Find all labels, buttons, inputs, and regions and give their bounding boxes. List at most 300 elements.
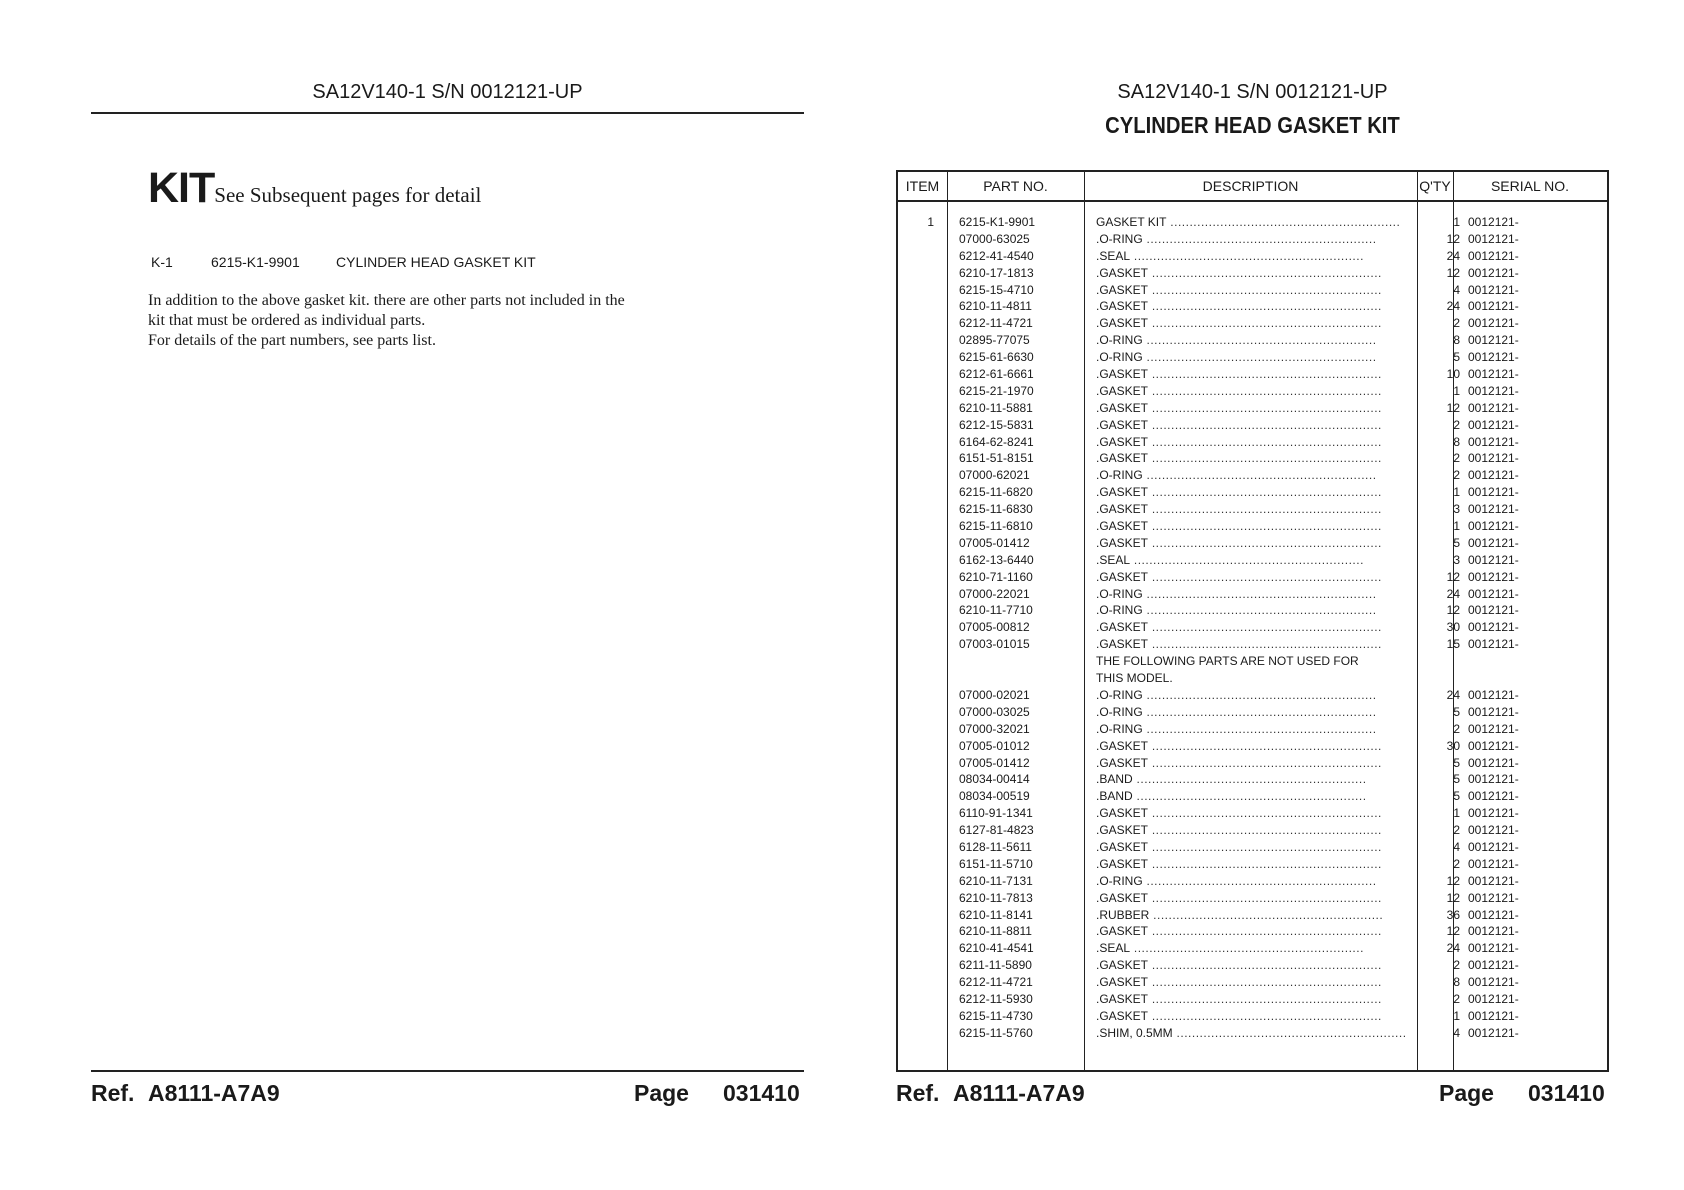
kit-note-line: In addition to the above gasket kit. there are other parts not included in the <box>148 292 625 309</box>
cell-qty: 24 <box>1446 586 1460 601</box>
cell-desc-text: .O-RING <box>1096 231 1143 246</box>
table-row <box>898 890 1607 907</box>
table-header <box>898 172 1607 202</box>
table-row <box>898 349 1607 366</box>
cell-qty: 2 <box>1453 823 1460 838</box>
cell-desc-text: .GASKET <box>1096 975 1149 990</box>
table-row <box>898 265 1607 282</box>
cell-desc <box>1096 704 1414 721</box>
cell-desc <box>1096 1008 1414 1025</box>
leader-dots: ............................................................ <box>1148 299 1382 314</box>
cell-serial: 0012121- <box>1468 823 1519 838</box>
leader-dots: ............................................................ <box>1148 738 1382 753</box>
cell-desc <box>1096 332 1414 349</box>
cell-qty: 4 <box>1453 282 1460 297</box>
cell-part: 07000-32021 <box>959 721 1030 736</box>
cell-qty: 8 <box>1453 333 1460 348</box>
cell-desc-text: .GASKET <box>1096 434 1149 449</box>
leader-dots: ............................................................ <box>1142 721 1377 736</box>
cell-qty: 24 <box>1446 687 1460 702</box>
cell-part: 08034-00414 <box>959 772 1030 787</box>
cell-serial: 0012121- <box>1468 603 1519 618</box>
col-header-desc: DESCRIPTION <box>1202 178 1299 194</box>
leader-dots: ............................................................ <box>1142 586 1377 601</box>
table-row <box>898 771 1607 788</box>
cell-desc <box>1096 602 1414 619</box>
leader-dots: ............................................................ <box>1148 400 1382 415</box>
cell-desc-text: .GASKET <box>1096 637 1149 652</box>
cell-qty: 2 <box>1453 721 1460 736</box>
leader-dots: ............................................................ <box>1148 975 1382 990</box>
cell-desc-text: .GASKET <box>1096 738 1149 753</box>
cell-desc <box>1096 366 1414 383</box>
model-header: SA12V140-1 S/N 0012121-UP <box>312 81 583 103</box>
cell-qty: 12 <box>1446 924 1460 939</box>
table-row <box>898 991 1607 1008</box>
table-row <box>898 366 1607 383</box>
leader-dots: ............................................................ <box>1148 991 1382 1006</box>
cell-part: 6127-81-4823 <box>959 823 1034 838</box>
cell-part: 02895-77075 <box>959 333 1030 348</box>
cell-desc <box>1096 450 1414 467</box>
cell-part: 6212-11-5930 <box>959 991 1033 1006</box>
kit-note <box>148 291 748 351</box>
cell-desc <box>1096 282 1414 299</box>
cell-qty: 1 <box>1453 806 1460 821</box>
footer-ref-value: A8111-A7A9 <box>148 1080 280 1106</box>
cell-desc <box>1096 1025 1414 1042</box>
cell-desc-text: .GASKET <box>1096 755 1149 770</box>
cell-part: 07000-22021 <box>959 586 1030 601</box>
cell-desc <box>1096 265 1414 282</box>
cell-qty: 5 <box>1453 755 1460 770</box>
cell-serial: 0012121- <box>1468 552 1519 567</box>
cell-qty: 2 <box>1453 417 1460 432</box>
cell-serial: 0012121- <box>1468 620 1519 635</box>
kit-note-line: For details of the part numbers, see parts list. <box>148 332 436 349</box>
col-header-serial: SERIAL NO. <box>1490 178 1570 194</box>
cell-qty: 12 <box>1446 603 1460 618</box>
table-row <box>898 957 1607 974</box>
cell-part: 6210-11-8141 <box>959 907 1033 922</box>
cell-desc-text: .GASKET <box>1096 417 1149 432</box>
cell-serial: 0012121- <box>1468 535 1519 550</box>
table-row <box>898 1008 1607 1025</box>
cell-desc <box>1096 636 1414 653</box>
cell-part: 6212-61-6661 <box>959 367 1034 382</box>
cell-part: 6151-11-5710 <box>959 856 1033 871</box>
leader-dots: ............................................................ <box>1148 434 1382 449</box>
cell-qty: 12 <box>1446 265 1460 280</box>
table-row <box>898 552 1607 569</box>
cell-desc <box>1096 400 1414 417</box>
cell-qty: 5 <box>1453 704 1460 719</box>
cell-serial: 0012121- <box>1468 231 1519 246</box>
cell-qty: 24 <box>1446 299 1460 314</box>
cell-desc-text: .GASKET <box>1096 991 1149 1006</box>
cell-desc <box>1096 738 1414 755</box>
cell-desc-text: .GASKET <box>1096 265 1149 280</box>
cell-desc <box>1096 434 1414 451</box>
cell-desc-text: .GASKET <box>1096 924 1149 939</box>
table-row <box>898 788 1607 805</box>
cell-serial: 0012121- <box>1468 721 1519 736</box>
table-row <box>898 518 1607 535</box>
footer-rule <box>91 1070 804 1072</box>
leader-dots: ............................................................ <box>1132 772 1367 787</box>
cell-part: 6210-11-8811 <box>959 924 1032 939</box>
cell-serial: 0012121- <box>1468 839 1519 854</box>
cell-desc <box>1096 501 1414 518</box>
cell-serial: 0012121- <box>1468 941 1519 956</box>
cell-desc-text: .O-RING <box>1096 687 1143 702</box>
cell-qty: 5 <box>1453 535 1460 550</box>
cell-desc <box>1096 535 1414 552</box>
leader-dots: ............................................................ <box>1132 789 1367 804</box>
cell-qty: 2 <box>1453 856 1460 871</box>
table-row <box>898 687 1607 704</box>
footer-ref-label: Ref. <box>896 1080 940 1106</box>
leader-dots: ............................................................ <box>1142 468 1377 483</box>
cell-desc-text: .GASKET <box>1096 620 1149 635</box>
cell-part: 6210-11-7710 <box>959 603 1033 618</box>
table-row <box>898 569 1607 586</box>
cell-qty: 5 <box>1453 772 1460 787</box>
cell-desc-text: .O-RING <box>1096 603 1143 618</box>
leader-dots: ............................................................ <box>1166 215 1401 229</box>
table-row <box>898 434 1607 451</box>
cell-desc <box>1096 552 1414 569</box>
cell-part: 07005-01412 <box>959 755 1030 770</box>
leader-dots: ............................................................ <box>1148 924 1382 939</box>
leader-dots: ............................................................ <box>1148 383 1382 398</box>
leader-dots: ............................................................ <box>1148 569 1382 584</box>
leader-dots: ............................................................ <box>1142 350 1377 365</box>
cell-desc-text: .GASKET <box>1096 823 1149 838</box>
leader-dots: ............................................................ <box>1148 839 1382 854</box>
table-row <box>898 974 1607 991</box>
table-row <box>898 822 1607 839</box>
leader-dots: ............................................................ <box>1148 958 1382 973</box>
leader-dots: ............................................................ <box>1142 333 1377 348</box>
leader-dots: ............................................................ <box>1148 806 1382 821</box>
cell-serial: 0012121- <box>1468 215 1519 229</box>
cell-desc-text: .GASKET <box>1096 1008 1149 1023</box>
cell-part: 07000-02021 <box>959 687 1030 702</box>
cell-qty: 12 <box>1446 569 1460 584</box>
cell-serial: 0012121- <box>1468 890 1519 905</box>
leader-dots: ............................................................ <box>1149 907 1384 922</box>
table-row <box>898 923 1607 940</box>
cell-part: 07005-01412 <box>959 535 1030 550</box>
cell-qty: 30 <box>1446 620 1460 635</box>
cell-part: 6215-11-5760 <box>959 1025 1033 1040</box>
cell-serial: 0012121- <box>1468 704 1519 719</box>
leader-dots: ............................................................ <box>1148 637 1382 652</box>
cell-desc-text: .O-RING <box>1096 586 1143 601</box>
cell-part: 6210-71-1160 <box>959 569 1033 584</box>
cell-serial: 0012121- <box>1468 806 1519 821</box>
footer-ref-label: Ref. <box>91 1080 135 1106</box>
table-row <box>898 332 1607 349</box>
cell-part: 08034-00519 <box>959 789 1030 804</box>
cell-desc <box>1096 518 1414 535</box>
cell-desc <box>1096 805 1414 822</box>
leader-dots: ............................................................ <box>1148 282 1382 297</box>
cell-desc-text: .BAND <box>1096 789 1133 804</box>
cell-qty: 1 <box>1453 485 1460 500</box>
cell-desc-text: .GASKET <box>1096 367 1149 382</box>
cell-part: 6210-11-7131 <box>959 873 1033 888</box>
leader-dots: ............................................................ <box>1148 265 1382 280</box>
cell-desc-text: .GASKET <box>1096 535 1149 550</box>
cell-desc <box>1096 467 1414 484</box>
leader-dots: ............................................................ <box>1148 451 1382 466</box>
cell-qty: 1 <box>1453 215 1460 229</box>
cell-serial: 0012121- <box>1468 485 1519 500</box>
cell-serial: 0012121- <box>1468 789 1519 804</box>
leader-dots: ............................................................ <box>1142 687 1377 702</box>
cell-desc-text: .GASKET <box>1096 400 1149 415</box>
cell-serial: 0012121- <box>1468 1025 1519 1040</box>
leader-dots: ............................................................ <box>1148 856 1382 871</box>
cell-part: 6215-61-6630 <box>959 350 1034 365</box>
cell-desc <box>1096 788 1414 805</box>
cell-part: 07005-00812 <box>959 620 1030 635</box>
cell-qty: 2 <box>1453 451 1460 466</box>
cell-qty: 12 <box>1446 400 1460 415</box>
cell-desc <box>1096 957 1414 974</box>
table-row <box>898 873 1607 890</box>
cell-desc-text: .O-RING <box>1096 704 1143 719</box>
cell-desc <box>1096 687 1414 704</box>
footer-ref-value: A8111-A7A9 <box>953 1080 1085 1106</box>
cell-part: 6215-11-4730 <box>959 1008 1033 1023</box>
table-row <box>898 282 1607 299</box>
cell-desc-text: .GASKET <box>1096 485 1149 500</box>
cell-serial: 0012121- <box>1468 755 1519 770</box>
cell-part: 6110-91-1341 <box>959 806 1033 821</box>
cell-qty: 4 <box>1453 1025 1460 1040</box>
cell-part: 6210-11-7813 <box>959 890 1033 905</box>
cell-serial: 0012121- <box>1468 383 1519 398</box>
cell-part: 6215-11-6820 <box>959 485 1033 500</box>
cell-desc <box>1096 653 1414 670</box>
cell-part: 6211-11-5890 <box>959 958 1032 973</box>
cell-serial: 0012121- <box>1468 975 1519 990</box>
leader-dots: ............................................................ <box>1130 552 1364 567</box>
leader-dots: ............................................................ <box>1148 890 1382 905</box>
table-row <box>898 248 1607 265</box>
cell-qty: 1 <box>1453 519 1460 534</box>
cell-serial: 0012121- <box>1468 316 1519 331</box>
cell-serial: 0012121- <box>1468 468 1519 483</box>
table-row <box>898 653 1607 670</box>
cell-part: 07000-63025 <box>959 231 1030 246</box>
table-row <box>898 755 1607 772</box>
table-body <box>898 214 1607 1042</box>
cell-qty: 8 <box>1453 975 1460 990</box>
cell-part: 6215-11-6830 <box>959 502 1033 517</box>
cell-desc <box>1096 586 1414 603</box>
leader-dots: ............................................................ <box>1148 417 1382 432</box>
cell-qty: 12 <box>1446 890 1460 905</box>
table-row <box>898 907 1607 924</box>
cell-desc-text: .GASKET <box>1096 890 1149 905</box>
table-row <box>898 484 1607 501</box>
cell-item: 1 <box>927 215 934 229</box>
cell-serial: 0012121- <box>1468 502 1519 517</box>
cell-desc <box>1096 484 1414 501</box>
cell-qty: 12 <box>1446 873 1460 888</box>
cell-desc <box>1096 923 1414 940</box>
cell-qty: 24 <box>1446 248 1460 263</box>
cell-part: 6128-11-5611 <box>959 839 1032 854</box>
cell-desc <box>1096 755 1414 772</box>
leader-dots: ............................................................ <box>1172 1025 1407 1040</box>
table-row <box>898 383 1607 400</box>
col-header-item: ITEM <box>905 178 940 194</box>
cell-serial: 0012121- <box>1468 333 1519 348</box>
cell-desc-text: .GASKET <box>1096 806 1149 821</box>
leader-dots: ............................................................ <box>1148 367 1382 382</box>
cell-desc-text: .RUBBER <box>1096 907 1150 922</box>
leader-dots: ............................................................ <box>1148 485 1382 500</box>
cell-serial: 0012121- <box>1468 265 1519 280</box>
col-header-qty: Q'TY <box>1419 178 1451 194</box>
cell-desc-text: .GASKET <box>1096 856 1149 871</box>
table-row <box>898 315 1607 332</box>
header-rule <box>91 112 804 114</box>
cell-desc <box>1096 771 1414 788</box>
cell-desc <box>1096 248 1414 265</box>
cell-serial: 0012121- <box>1468 772 1519 787</box>
cell-qty: 10 <box>1446 367 1460 382</box>
leader-dots: ............................................................ <box>1130 248 1364 263</box>
cell-desc-text: .GASKET <box>1096 451 1149 466</box>
kit-heading-sub: See Subsequent pages for detail <box>214 183 482 207</box>
leader-dots: ............................................................ <box>1142 704 1377 719</box>
cell-desc-text: .SEAL <box>1096 941 1131 956</box>
table-row <box>898 805 1607 822</box>
cell-desc-text: .GASKET <box>1096 519 1149 534</box>
cell-desc-text: .O-RING <box>1096 873 1143 888</box>
leader-dots: ............................................................ <box>1142 603 1377 618</box>
table-row <box>898 586 1607 603</box>
cell-part: 6212-15-5831 <box>959 417 1034 432</box>
cell-serial: 0012121- <box>1468 451 1519 466</box>
cell-part: 6151-51-8151 <box>959 451 1034 466</box>
model-header: SA12V140-1 S/N 0012121-UP <box>1117 81 1388 103</box>
cell-serial: 0012121- <box>1468 367 1519 382</box>
cell-qty: 8 <box>1453 434 1460 449</box>
cell-desc-text: .GASKET <box>1096 316 1149 331</box>
table-row <box>898 704 1607 721</box>
cell-desc-text: .GASKET <box>1096 839 1149 854</box>
table-row <box>898 535 1607 552</box>
kit-entry-id: K-1 <box>151 254 173 270</box>
table-row <box>898 721 1607 738</box>
cell-desc-text: .BAND <box>1096 772 1133 787</box>
cell-desc <box>1096 569 1414 586</box>
cell-desc <box>1096 298 1414 315</box>
cell-serial: 0012121- <box>1468 434 1519 449</box>
leader-dots: ............................................................ <box>1142 231 1377 246</box>
cell-serial: 0012121- <box>1468 687 1519 702</box>
cell-desc <box>1096 822 1414 839</box>
cell-part: 6212-41-4540 <box>959 248 1034 263</box>
cell-desc-text: .GASKET <box>1096 282 1149 297</box>
leader-dots: ............................................................ <box>1148 535 1382 550</box>
cell-serial: 0012121- <box>1468 282 1519 297</box>
cell-desc <box>1096 940 1414 957</box>
kit-heading <box>148 164 481 213</box>
cell-desc-text: .SEAL <box>1096 248 1131 263</box>
cell-serial: 0012121- <box>1468 400 1519 415</box>
cell-desc <box>1096 349 1414 366</box>
kit-entry-part: 6215-K1-9901 <box>211 254 300 270</box>
cell-desc <box>1096 231 1414 248</box>
cell-part: 6212-11-4721 <box>959 975 1033 990</box>
cell-qty: 1 <box>1453 1008 1460 1023</box>
table-row <box>898 602 1607 619</box>
cell-serial: 0012121- <box>1468 873 1519 888</box>
cell-desc <box>1096 856 1414 873</box>
cell-part: 6215-21-1970 <box>959 383 1034 398</box>
cell-serial: 0012121- <box>1468 519 1519 534</box>
table-row <box>898 839 1607 856</box>
cell-desc-text: .SHIM, 0.5MM <box>1096 1025 1173 1040</box>
cell-part: 07005-01012 <box>959 738 1030 753</box>
cell-desc-text: .O-RING <box>1096 468 1143 483</box>
table-row <box>898 501 1607 518</box>
cell-part: 6212-11-4721 <box>959 316 1033 331</box>
cell-part: 6215-15-4710 <box>959 282 1034 297</box>
cell-part: 6210-41-4541 <box>959 941 1034 956</box>
cell-desc-text: .GASKET <box>1096 383 1149 398</box>
cell-desc <box>1096 907 1414 924</box>
cell-serial: 0012121- <box>1468 924 1519 939</box>
cell-desc <box>1096 991 1414 1008</box>
cell-serial: 0012121- <box>1468 958 1519 973</box>
parts-table <box>896 170 1609 1072</box>
cell-desc-text: .GASKET <box>1096 958 1149 973</box>
kit-entry-name: CYLINDER HEAD GASKET KIT <box>336 254 536 270</box>
cell-desc <box>1096 873 1414 890</box>
leader-dots: ............................................................ <box>1148 755 1382 770</box>
footer-page-value: 031410 <box>723 1080 800 1106</box>
cell-desc-text: THE FOLLOWING PARTS ARE NOT USED FOR <box>1096 654 1359 669</box>
cell-part: 07000-03025 <box>959 704 1030 719</box>
cell-serial: 0012121- <box>1468 299 1519 314</box>
cell-qty: 24 <box>1446 941 1460 956</box>
footer-page-label: Page <box>1439 1080 1494 1106</box>
cell-serial: 0012121- <box>1468 991 1519 1006</box>
cell-qty: 36 <box>1446 907 1460 922</box>
table-row <box>898 636 1607 653</box>
table-row <box>898 417 1607 434</box>
right-page <box>896 0 1609 1190</box>
cell-qty: 5 <box>1453 350 1460 365</box>
table-row <box>898 450 1607 467</box>
cell-part: 6210-17-1813 <box>959 265 1034 280</box>
cell-serial: 0012121- <box>1468 569 1519 584</box>
cell-part: 6210-11-5881 <box>959 400 1033 415</box>
cell-qty: 3 <box>1453 502 1460 517</box>
cell-desc <box>1096 214 1414 231</box>
cell-qty: 5 <box>1453 789 1460 804</box>
cell-serial: 0012121- <box>1468 856 1519 871</box>
